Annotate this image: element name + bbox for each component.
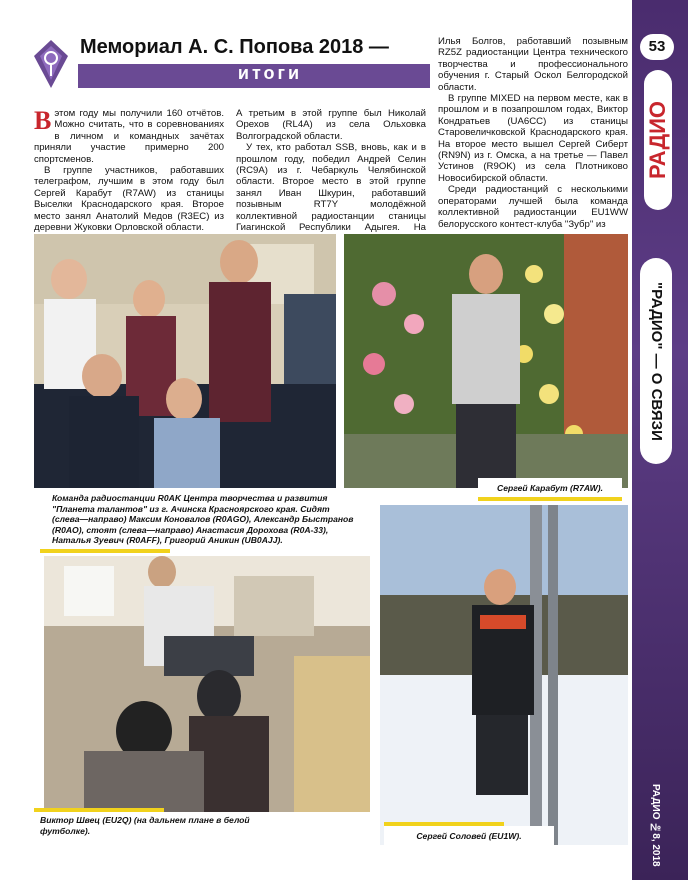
paragraph-text: этом году мы получили 160 отчётов. Можно считать, что в соревнованиях в личном и командных зачётах приняли участие примерно 200 спортсменов. xyxy=(34,108,224,165)
paragraph xyxy=(438,93,628,184)
caption-text: Команда радиостанции R0AK Центра творчества и развития "Планета талантов" из г. Ачинска Красноярского края. Сидят (слева—направо) Максим Коновалов (R0AGO), Александр Быстранов (R0AO), стоят (слева—направо) Анастасия Дорохова (R0A-33), Наталья Зуевич (R0AFF), Григорий Аникин (UB0AJJ). xyxy=(52,493,354,545)
radio-logo xyxy=(644,70,672,210)
shvets-photo-caption xyxy=(34,812,266,848)
article-subtitle: итоги xyxy=(237,63,303,83)
page-number: 53 xyxy=(640,34,674,60)
paragraph-text: В группе участников, работавших телеграфом, лучшим в этом году был Сергей Карабут (R7AW) из станицы Выселки Краснодарского края. Второе место занял Анатолий Медов (R3EC) из деревни Жуковки Орловской области. xyxy=(34,165,224,234)
paragraph xyxy=(236,108,426,142)
paragraph-text: У тех, кто работал SSB, вновь, как и в прошлом году, победил Андрей Селин (RC9A) из г. Чебаркуль Челябинской области. Второе место в этой группе занял Иван Шкурин, работавший позывным RT7Y молодёжной коллективной радиостанции станицы Гиагинской Республики Адыгея. На xyxy=(236,142,426,234)
issue-label: РАДИО №8, 2018 xyxy=(650,783,661,867)
tagline-pill xyxy=(640,258,672,464)
shvets-photo xyxy=(44,556,370,812)
paragraph-text: А третьим в этой группе был Николай Орехов (RL4A) из села Ольховка Волгоградской области. xyxy=(236,108,426,142)
soloviy-photo xyxy=(380,505,628,845)
paragraph xyxy=(438,36,628,93)
text-column-2 xyxy=(236,108,426,234)
team-photo-caption xyxy=(46,490,364,548)
karabut-photo-caption xyxy=(478,478,622,498)
dropcap: В xyxy=(34,106,52,135)
radio-logo-text: РАДИО xyxy=(645,100,670,180)
tagline-text: "РАДИО" — О СВЯЗИ xyxy=(648,281,665,441)
caption-accent xyxy=(478,497,622,501)
caption-accent xyxy=(384,822,504,826)
caption-accent xyxy=(34,808,164,812)
text-column-3 xyxy=(438,36,628,230)
paragraph xyxy=(236,142,426,245)
paragraph xyxy=(34,165,224,233)
caption-accent xyxy=(40,549,170,553)
text-column-1 xyxy=(34,106,224,234)
caption-text: Виктор Швец (EU2Q) (на дальнем плане в белой футболке). xyxy=(40,815,250,836)
paragraph-text: В группе MIXED на первом месте, как в прошлом и в позапрошлом годах, Виктор Кондратьев (UA6CC) из станицы Старовеличковской Краснодарского края. На второе место вышел Сергей Сиберт (RN9N) из г. Омска, а на третье — Павел Устинов (R9OK) из села Плотниково Новосибирской области. xyxy=(438,93,628,184)
emblem-icon xyxy=(34,40,68,88)
article-title: Мемориал А. С. Попова 2018 — xyxy=(80,36,389,58)
karabut-photo xyxy=(344,234,628,488)
soloviy-photo-caption xyxy=(384,826,554,846)
paragraph-text: Илья Болгов, работавший позывным RZ5Z радиостанции Центра технического творчества и профессионального обучения г. Старый Оскол Белгородской области. xyxy=(438,36,628,93)
paragraph-text: Среди радиостанций с несколькими операторами лучшей была команда коллективной радиостанции EU1WW белорусского контест-клуба "Зубр" из xyxy=(438,184,628,230)
team-photo xyxy=(34,234,336,488)
caption-text: Сергей Карабут (R7AW). xyxy=(497,483,603,493)
paragraph xyxy=(34,108,224,165)
caption-text: Сергей Соловей (EU1W). xyxy=(416,831,522,841)
paragraph xyxy=(438,184,628,230)
